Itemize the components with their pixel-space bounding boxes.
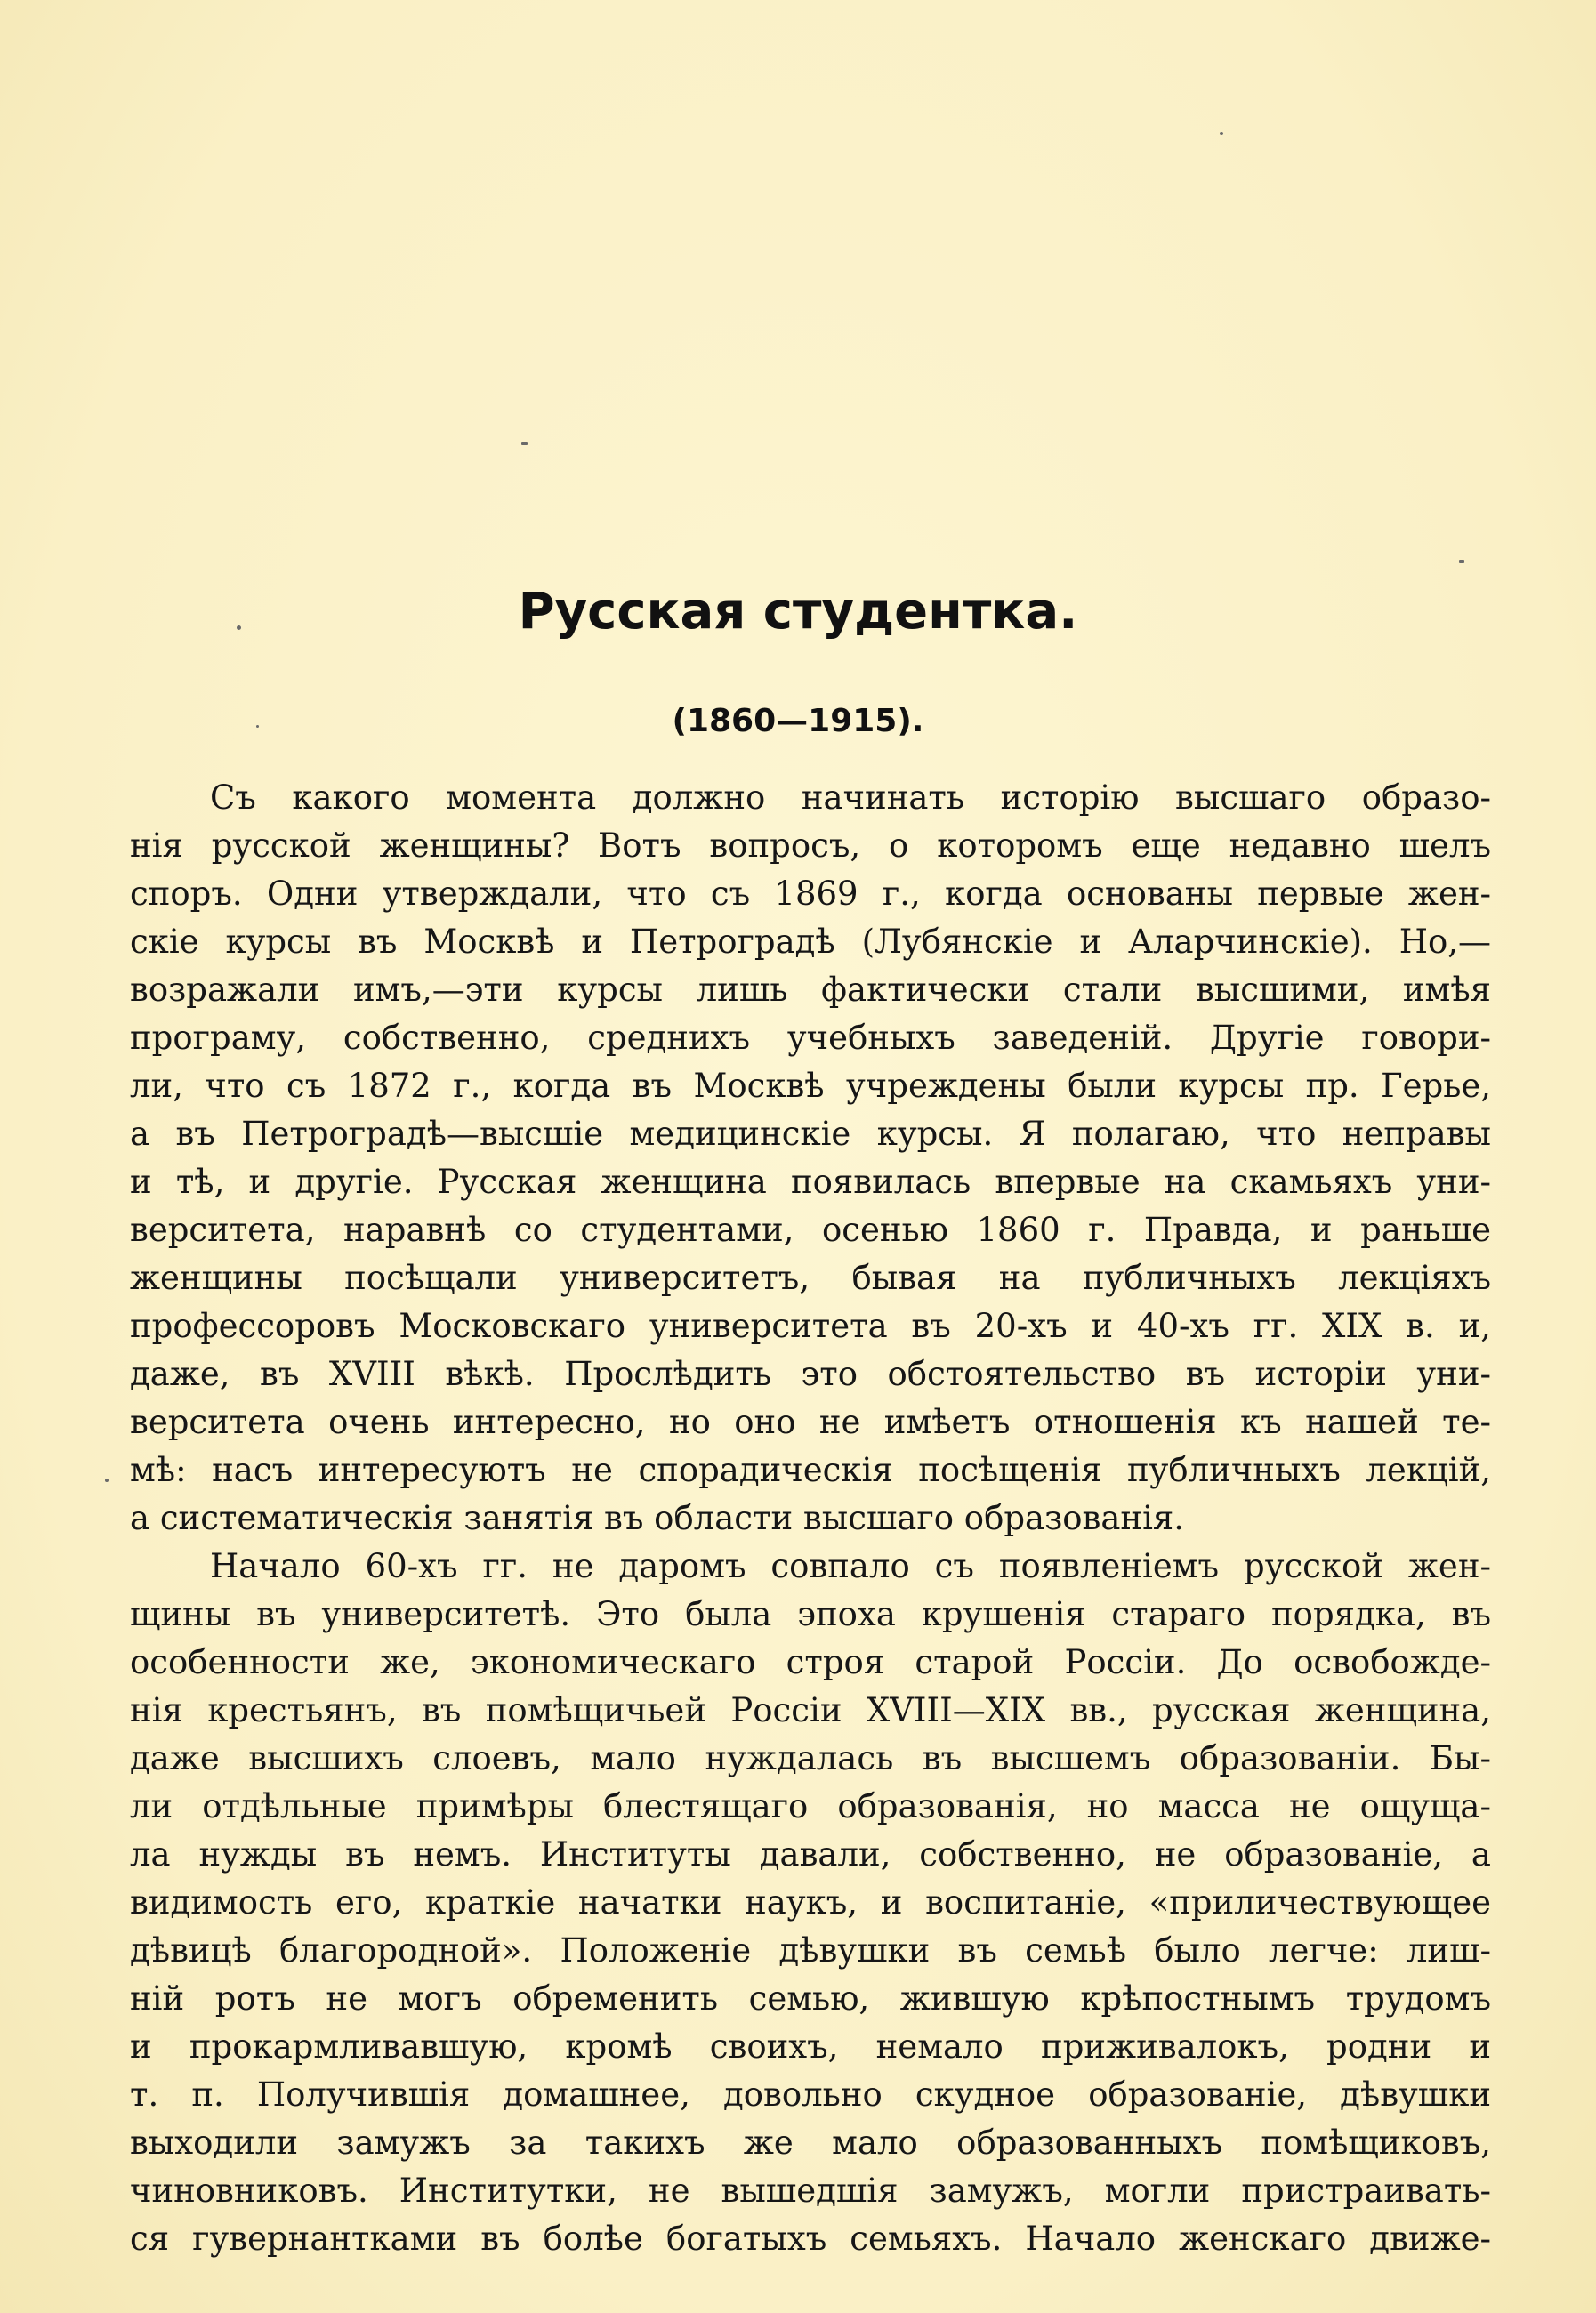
page-title: Русская студентка.: [518, 583, 1078, 641]
text-line: видимость его, краткіе начатки наукъ, и воспитаніе, «приличествующее: [130, 1883, 1491, 1922]
text-line: ли отдѣльные примѣры блестящаго образованія, но масса не ощуща-: [130, 1787, 1491, 1825]
print-speck: [521, 442, 528, 445]
print-speck: [105, 1479, 109, 1482]
text-line: нія крестьянъ, въ помѣщичьей Россіи XVIII—XIX вв., русская женщина,: [130, 1691, 1491, 1729]
page-subtitle: (1860—1915).: [672, 703, 924, 739]
text-line: т. п. Получившія домашнее, довольно скудное образованіе, дѣвушки: [130, 2075, 1491, 2114]
text-line: Начало 60-хъ гг. не даромъ совпало съ появленіемъ русской жен-: [210, 1547, 1491, 1585]
text-line: чиновниковъ. Институтки, не вышедшія замужъ, могли пристраивать-: [130, 2172, 1491, 2210]
text-line: даже высшихъ слоевъ, мало нуждалась въ высшемъ образованіи. Бы-: [130, 1739, 1491, 1777]
text-line: ся гувернантками въ болѣе богатыхъ семьяхъ. Начало женскаго движе-: [130, 2220, 1491, 2258]
text-line: дѣвицѣ благородной». Положеніе дѣвушки въ семьѣ было легче: лиш-: [130, 1931, 1491, 1970]
text-line: щины въ университетѣ. Это была эпоха крушенія стараго порядка, въ: [130, 1595, 1491, 1633]
text-line: возражали имъ,—эти курсы лишь фактически стали высшими, имѣя: [130, 971, 1491, 1009]
print-speck: [1459, 560, 1464, 563]
text-line: профессоровъ Московскаго университета въ 20-хъ и 40-хъ гг. XIX в. и,: [130, 1307, 1491, 1345]
text-line: и тѣ, и другіе. Русская женщина появилась впервые на скамьяхъ уни-: [130, 1163, 1491, 1201]
text-line: ли, что съ 1872 г., когда въ Москвѣ учреждены были курсы пр. Герье,: [130, 1067, 1491, 1105]
text-line: выходили замужъ за такихъ же мало образованныхъ помѣщиковъ,: [130, 2124, 1491, 2162]
text-line: мѣ: насъ интересуютъ не спорадическія посѣщенія публичныхъ лекцій,: [130, 1451, 1491, 1489]
print-speck: [1220, 132, 1223, 135]
text-line: споръ. Одни утверждали, что съ 1869 г., когда основаны первые жен-: [130, 874, 1491, 913]
text-line: програму, собственно, среднихъ учебныхъ заведеній. Другіе говори-: [130, 1019, 1491, 1057]
text-line: верситета очень интересно, но оно не имѣетъ отношенія къ нашей те-: [130, 1403, 1491, 1441]
text-line: особенности же, экономическаго строя старой Россіи. До освобожде-: [130, 1643, 1491, 1681]
text-line: и прокармливавшую, кромѣ своихъ, немало приживалокъ, родни и: [130, 2027, 1491, 2066]
text-line: а въ Петроградѣ—высшіе медицинскіе курсы. Я полагаю, что неправы: [130, 1115, 1491, 1153]
text-line: верситета, наравнѣ со студентами, осенью 1860 г. Правда, и раньше: [130, 1211, 1491, 1249]
text-line: даже, въ XVIII вѣкѣ. Прослѣдить это обстоятельство въ исторіи уни-: [130, 1355, 1491, 1393]
text-line: ла нужды въ немъ. Институты давали, собственно, не образованіе, а: [130, 1835, 1491, 1874]
text-line: Съ какого момента должно начинать исторію высшаго образо-: [210, 778, 1491, 817]
body-text: [130, 774, 1491, 2263]
text-line: ній ротъ не могъ обременить семью, жившую крѣпостнымъ трудомъ: [130, 1979, 1491, 2018]
text-line: скіе курсы въ Москвѣ и Петроградѣ (Лубянскіе и Аларчинскіе). Но,—: [130, 923, 1491, 961]
text-line: женщины посѣщали университетъ, бывая на публичныхъ лекціяхъ: [130, 1259, 1491, 1297]
text-line: а систематическія занятія въ области высшаго образованія.: [130, 1499, 1185, 1537]
text-line: нія русской женщины? Вотъ вопросъ, о которомъ еще недавно шелъ: [130, 826, 1491, 865]
